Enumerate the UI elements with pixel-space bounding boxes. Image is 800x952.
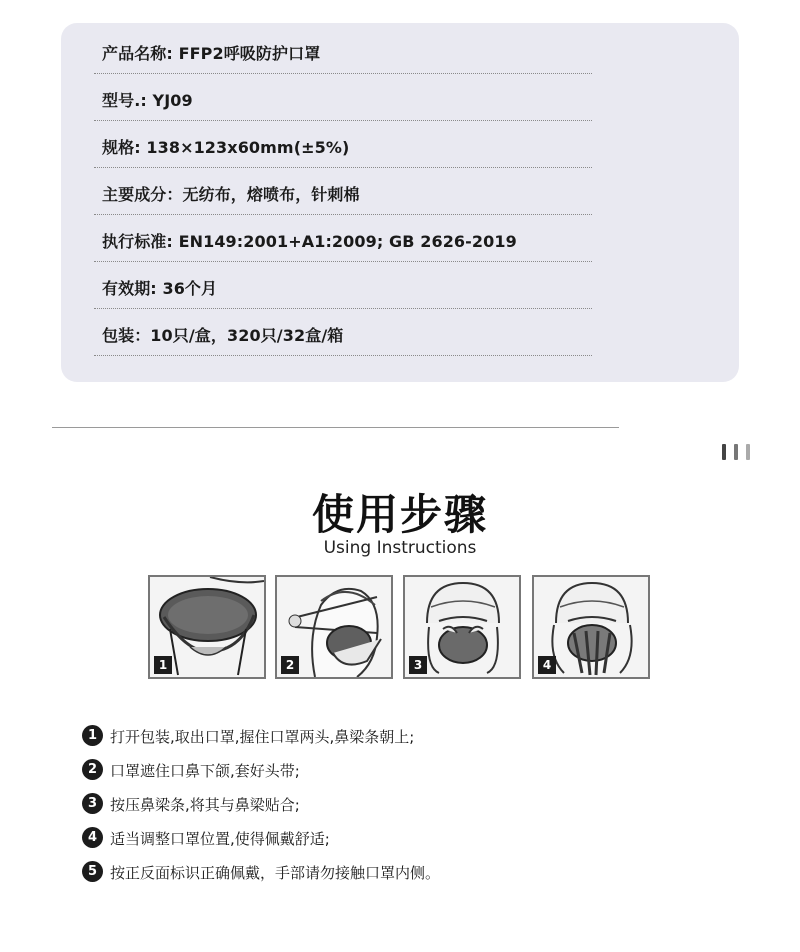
- decorative-bars-icon: [722, 444, 754, 460]
- illustration-step-1: [148, 575, 266, 679]
- spec-validity: 有效期: 36个月: [102, 279, 218, 298]
- spec-row-model: [94, 74, 592, 121]
- spec-row-product-name: [94, 27, 592, 74]
- section-title: 使用步骤: [311, 490, 488, 539]
- illustration-step-3: [403, 575, 521, 679]
- spec-row-validity: [94, 262, 592, 309]
- illustration-number: 2: [281, 656, 299, 674]
- step-number-badge: 5: [82, 861, 103, 882]
- illustration-number: 3: [409, 656, 427, 674]
- spec-row-packaging: [94, 309, 592, 356]
- spec-material: 主要成分：无纺布，熔喷布，针刺棉: [102, 185, 360, 204]
- illustration-step-4: [532, 575, 650, 679]
- section-subtitle: Using Instructions: [323, 538, 477, 558]
- step-text: 适当调整口罩位置,使得佩戴舒适;: [110, 830, 330, 848]
- spec-product-name: 产品名称: FFP2呼吸防护口罩: [102, 44, 321, 63]
- spec-size: 规格: 138×123x60mm(±5%): [102, 138, 350, 157]
- spec-standard: 执行标准: EN149:2001+A1:2009; GB 2626-2019: [102, 232, 517, 251]
- illustration-step-2: [275, 575, 393, 679]
- spec-card: [61, 23, 739, 382]
- illustration-number: 1: [154, 656, 172, 674]
- step-text: 按压鼻梁条,将其与鼻梁贴合;: [110, 796, 300, 814]
- spec-model: 型号.: YJ09: [102, 91, 193, 110]
- step-text: 按正反面标识正确佩戴，手部请勿接触口罩内侧。: [110, 864, 441, 882]
- step-number-badge: 1: [82, 725, 103, 746]
- illustration-number: 4: [538, 656, 556, 674]
- spec-packaging: 包装：10只/盒，320只/32盒/箱: [102, 326, 344, 345]
- step-number-badge: 3: [82, 793, 103, 814]
- step-text: 口罩遮住口鼻下颌,套好头带;: [110, 762, 300, 780]
- step-number-badge: 2: [82, 759, 103, 780]
- section-divider: [52, 427, 619, 428]
- spec-row-size: [94, 121, 592, 168]
- spec-row-material: [94, 168, 592, 215]
- step-number-badge: 4: [82, 827, 103, 848]
- step-text: 打开包装,取出口罩,握住口罩两头,鼻梁条朝上;: [110, 728, 415, 746]
- spec-row-standard: [94, 215, 592, 262]
